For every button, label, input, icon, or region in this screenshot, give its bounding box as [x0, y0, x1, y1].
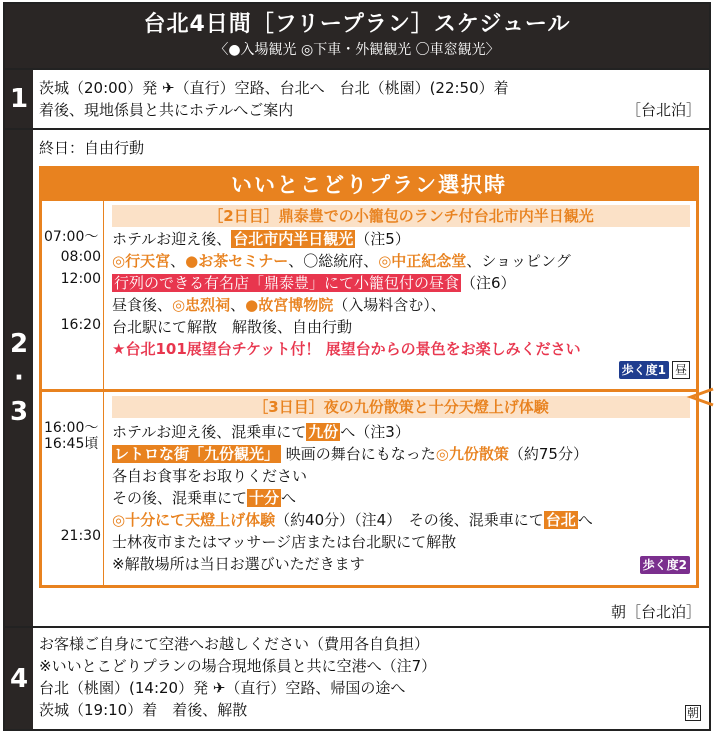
- day-4-line-4: 茨城（19:10）着 着後、解散: [39, 701, 248, 719]
- s2-line-2: [112, 444, 588, 465]
- highlight: 九份: [308, 423, 339, 441]
- page-title: 台北4日間［フリープラン］スケジュール: [143, 12, 571, 37]
- day-3-section: [42, 392, 696, 585]
- s1-line-4: [112, 295, 446, 316]
- s2-line-3: 各自お食事をお取りください: [112, 467, 308, 485]
- meal-label: 昼: [672, 361, 690, 379]
- time-column: [42, 201, 104, 389]
- s1-line-1: [112, 229, 410, 250]
- walk-level-badge: 歩く度1: [619, 361, 669, 379]
- legend: 〈●入場観光 ◎下車・外観観光 〇車窓観光〉: [214, 42, 500, 58]
- s2-line-5: [112, 510, 593, 531]
- text: へ（注3）: [340, 423, 410, 441]
- schedule-header: [5, 4, 709, 68]
- day-4-line-1: お客様ご自身にて空港へお越しください（費用各自負担）: [39, 635, 430, 653]
- s2-line-1: [112, 422, 410, 443]
- day-1-line-2: 着後、現地係員と共にホテルへご案内: [39, 101, 294, 119]
- time-label: 16:20: [60, 317, 101, 333]
- day-number: 2 · 3: [5, 130, 33, 626]
- walk-badge: [640, 556, 690, 574]
- day-4-row: [5, 626, 709, 729]
- time-column: [42, 392, 104, 585]
- text: 、ショッピング: [466, 252, 571, 270]
- s2-line-6: 士林夜市またはマッサージ店または台北駅にて解散: [112, 533, 457, 551]
- day-1-stay: ［台北泊］: [625, 101, 701, 119]
- s1-line-6: ★台北101展望台チケット付！ 展望台からの景色をお楽しみください: [112, 340, 581, 358]
- time-label: 07:00～: [44, 229, 99, 245]
- time-label: 12:00: [60, 271, 101, 287]
- text: ●お茶セミナー: [185, 252, 289, 270]
- text: 映画の舞台にもなった: [281, 445, 436, 463]
- time-label: 16:00～: [44, 420, 99, 436]
- text: ◎九份散策: [435, 445, 509, 463]
- time-label: 16:45頃: [44, 436, 99, 452]
- day-2-3-row: [5, 128, 709, 626]
- s2-line-4: [112, 488, 296, 509]
- s1-line-5: 台北駅にて解散 解散後、自由行動: [112, 318, 353, 336]
- text: 、〇総統府、: [288, 252, 379, 270]
- text: へ: [577, 511, 593, 529]
- highlight: 台北: [545, 511, 576, 529]
- day-4-body: [33, 628, 709, 729]
- day-1-line-1: 茨城（20:00）発 ✈（直行）空路、台北へ 台北（桃園）(22:50）着: [39, 79, 509, 97]
- day-2-band: ［2日目］鼎泰豊での小籠包のランチ付台北市内半日観光: [112, 205, 690, 227]
- meal-label: [685, 702, 701, 723]
- meal-box: 朝: [686, 706, 699, 720]
- text: （約75分）: [508, 445, 588, 463]
- s1-line-2: [112, 251, 571, 272]
- text: （注5）: [355, 230, 410, 248]
- time-label: 08:00: [60, 249, 101, 265]
- day-number: 4: [5, 628, 33, 729]
- day-2-content: [106, 201, 696, 389]
- day-2-3-body: [33, 130, 709, 626]
- text: へ: [281, 489, 297, 507]
- text: ◎行天宮: [112, 252, 171, 270]
- highlight: レトロな街「九份観光」: [114, 445, 280, 463]
- day-3-content: [106, 392, 696, 585]
- text: ホテルお迎え後、混乗車にて: [112, 423, 307, 441]
- day-1-row: [5, 68, 709, 128]
- plan-title: いいとこどりプラン選択時: [42, 169, 696, 201]
- text: ◎忠烈祠: [172, 296, 231, 314]
- highlight: 台北市内半日観光: [233, 230, 354, 248]
- walk-level-badge: 歩く度2: [640, 556, 690, 574]
- text: ◎十分にて天燈上げ体験: [112, 511, 276, 529]
- day-2-section: [42, 201, 696, 389]
- text: （約40分）（注4） その後、混乗車にて: [275, 511, 544, 529]
- text: ●故宮博物院: [245, 296, 334, 314]
- time-label: 21:30: [60, 528, 101, 544]
- highlight: 十分: [249, 489, 280, 507]
- s1-line-3: [112, 273, 516, 294]
- day-2-3-stay: 朝［台北泊］: [610, 603, 701, 621]
- itinerary-frame: [3, 2, 711, 731]
- day-number: 1: [5, 70, 33, 128]
- text: その後、混乗車にて: [112, 489, 248, 507]
- free-time-label: 終日：自由行動: [39, 139, 145, 157]
- text: 、: [230, 296, 246, 314]
- text: 、: [170, 252, 186, 270]
- day-4-line-3: 台北（桃園）(14:20）発 ✈（直行）空路、帰国の途へ: [39, 679, 406, 697]
- text: （注6）: [461, 274, 516, 292]
- s2-line-7: ※解散場所は当日お選びいただきます: [112, 555, 365, 573]
- text: 昼食後、: [112, 296, 173, 314]
- walk-badge: [619, 361, 690, 379]
- text: ホテルお迎え後、: [112, 230, 232, 248]
- text: ◎中正紀念堂: [378, 252, 467, 270]
- day-4-line-2: ※いいとこどりプランの場合現地係員と共に空港へ（注7）: [39, 657, 437, 675]
- day-1-body: [33, 70, 709, 128]
- highlight: 行列のできる有名店「鼎泰豊」にて小籠包付の昼食: [114, 274, 460, 292]
- plan-box: [39, 166, 699, 588]
- day-3-band: ［3日目］夜の九份散策と十分天燈上げ体験: [112, 396, 690, 418]
- text: （入場料含む）、: [333, 296, 446, 314]
- chevron-left-icon: [685, 386, 714, 408]
